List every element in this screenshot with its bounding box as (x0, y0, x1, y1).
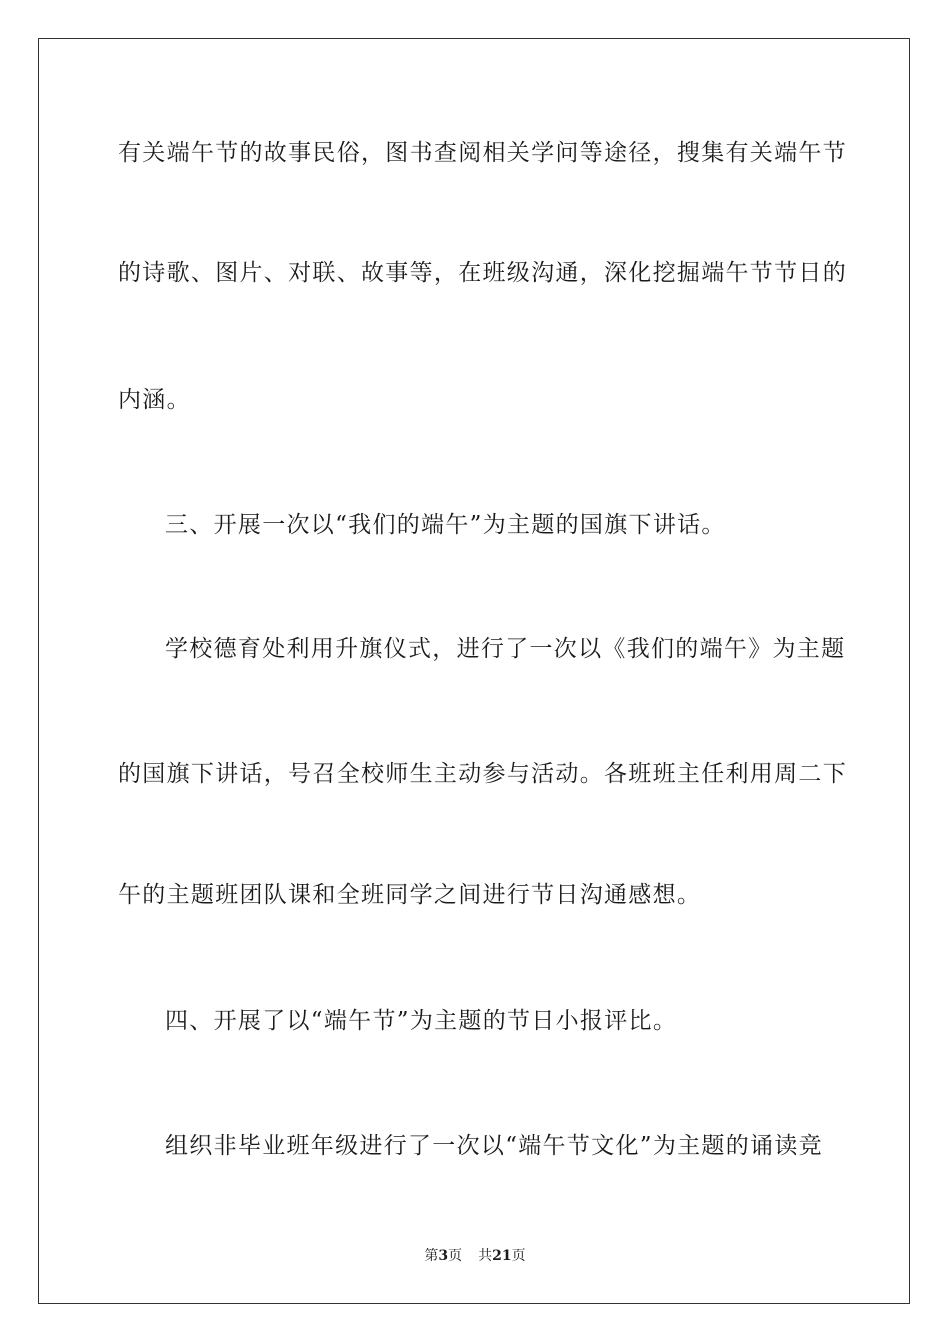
total-pages: 21 (492, 1248, 512, 1264)
body-line-2: 的诗歌、图片、对联、故事等，在班级沟通，深化挖掘端午节节日的 (118, 260, 847, 286)
page-footer (0, 1246, 950, 1266)
page-border (38, 38, 910, 1304)
page-number: 3 (438, 1248, 449, 1264)
total-suffix: 页 (511, 1248, 526, 1264)
body-line-1: 有关端午节的故事民俗，图书查阅相关学问等途径，搜集有关端午节 (118, 140, 847, 166)
page-prefix: 第 (424, 1248, 439, 1264)
section-heading-4: 四、开展了以“端午节”为主题的节日小报评比。 (165, 1008, 678, 1034)
section-heading-3: 三、开展一次以“我们的端午”为主题的国旗下讲话。 (165, 512, 726, 538)
page-suffix: 页 (448, 1248, 463, 1264)
body-line-5: 学校德育处利用升旗仪式，进行了一次以《我们的端午》为主题 (165, 636, 846, 662)
body-line-6: 的国旗下讲话，号召全校师生主动参与活动。各班班主任利用周二下 (118, 761, 847, 787)
body-line-3: 内涵。 (118, 387, 191, 413)
body-line-7: 午的主题班团队课和全班同学之间进行节日沟通感想。 (118, 882, 702, 908)
total-prefix: 共 (478, 1248, 493, 1264)
body-line-9: 组织非毕业班年级进行了一次以“端午节文化”为主题的诵读竞 (165, 1133, 823, 1159)
